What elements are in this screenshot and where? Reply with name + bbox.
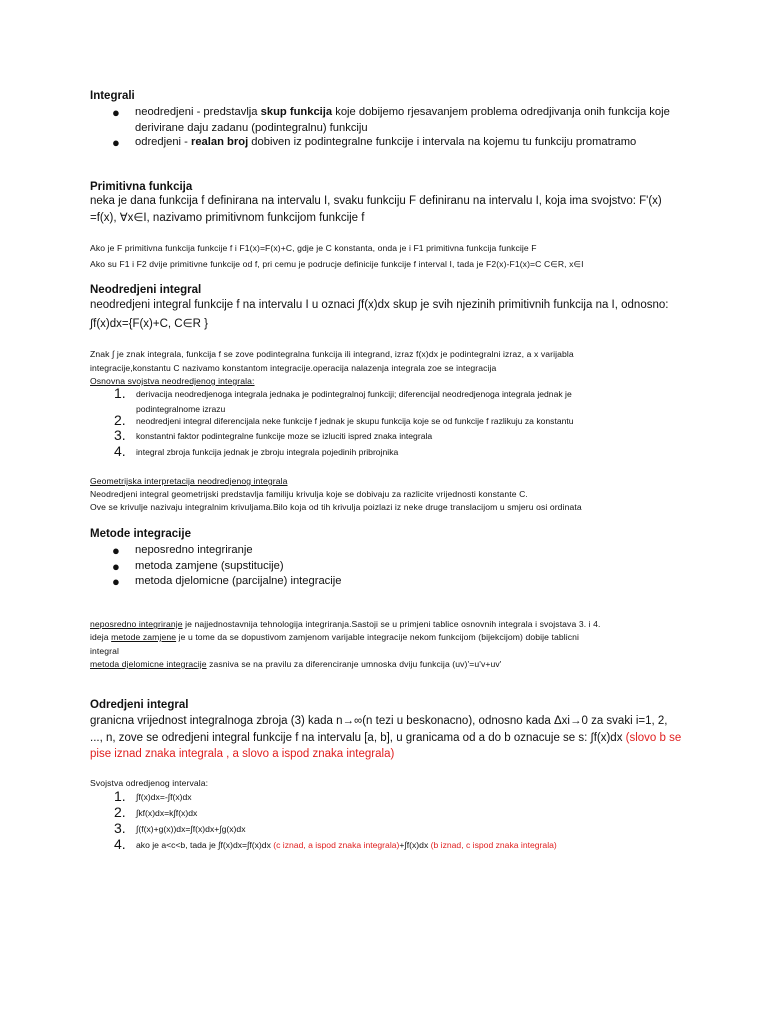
geometrijska-text-2: Ove se krivulje nazivaju integralnim krivuljama.Bilo koja od tih krivulja poizlazi iz neke druge translacijom u smjeru osi ordinata: [90, 502, 582, 512]
svojstva-odredjeni-heading: Svojstva odredjenog intervala:: [90, 778, 209, 788]
neodredjeni-text-2: ∫f(x)dx={F(x)+C, C∈R }: [90, 318, 208, 330]
list-number: 4.: [114, 836, 126, 852]
list-item: ∫(f(x)+g(x))dx=∫f(x)dx+∫g(x)dx: [136, 824, 246, 834]
bullet-icon: ●: [112, 105, 120, 120]
integrali-bullet-2: odredjeni - realan broj dobiven iz podintegralne funkcije i intervala na kojemu tu funkciju promatramo: [135, 136, 637, 148]
list-number: 3.: [114, 427, 126, 443]
geometrijska-heading: Geometrijska interpretacija neodredjenog integrala: [90, 476, 288, 486]
neodredjeni-note-1: Znak ∫ je znak integrala, funkcija f se zove podintegralna funkcija ili integrand, izraz f(x)dx je podintegralni izraz, a x varijabla: [90, 349, 574, 359]
metode-para-2: ideja metode zamjene je u tome da se dopustivom zamjenom varijable integracije nekom funkcijom (bijekcijom) dobije tablicni: [90, 632, 580, 642]
odredjeni-text-1: granicna vrijednost integralnoga zbroja (3) kada n→∞(n tezi u beskonacno), odnosno kada Δxi→0 za svaki i=1, 2,: [90, 715, 668, 727]
list-item: konstantni faktor podintegralne funkcije moze se izluciti ispred znaka integrala: [136, 431, 433, 441]
list-number: 2.: [114, 804, 126, 820]
odredjeni-text-2: ..., n, zove se odredjeni integral funkcije f na intervalu [a, b], u granicama od a do b oznacuje se s: ∫f(x)dx (slovo b se: [90, 732, 682, 744]
list-item: integral zbroja funkcija jednak je zbroju integrala pojedinih pribrojnika: [136, 447, 399, 457]
list-number: 4.: [114, 443, 126, 459]
list-number: 1.: [114, 385, 126, 401]
bullet-icon: ●: [112, 559, 120, 574]
bullet-icon: ●: [112, 135, 120, 150]
list-item: ∫kf(x)dx=k∫f(x)dx: [136, 808, 198, 818]
section-title-integrali: Integrali: [90, 90, 135, 102]
section-title-primitivna: Primitivna funkcija: [90, 181, 193, 193]
list-item-cont: podintegralnome izrazu: [136, 404, 226, 414]
primitivna-note-2: Ako su F1 i F2 dvije primitivne funkcije od f, pri cemu je podrucje definicije funkcije f interval I, tada je F2(x)-F1(x)=C C∈R, x∈I: [90, 259, 584, 269]
list-number: 2.: [114, 412, 126, 428]
metode-para-2-cont: integral: [90, 646, 119, 656]
metode-para-1: neposredno integriranje je najjednostavnija tehnologija integriranja.Sastoji se u primjeni tablice osnovnih integrala i svojstava 3. i 4.: [90, 619, 601, 629]
neodredjeni-note-2: integracije,konstantu C nazivamo konstantom integracije.operacija nalazenja integrala zoe se integracija: [90, 363, 497, 373]
odredjeni-text-3: pise iznad znaka integrala , a slovo a ispod znaka integrala): [90, 748, 395, 760]
section-title-neodredjeni: Neodredjeni integral: [90, 284, 202, 296]
bullet-icon: ●: [112, 574, 120, 589]
list-item: ako je a<c<b, tada je ∫f(x)dx=∫f(x)dx (c iznad, a ispod znaka integrala)+∫f(x)dx (b iznad, c ispod znaka integrala): [136, 840, 557, 850]
primitivna-note-1: Ako je F primitivna funkcija funkcije f i F1(x)=F(x)+C, gdje je C konstanta, onda je i F1 primitivna funkcija funkcije F: [90, 243, 537, 253]
metode-bullet-3: metoda djelomicne (parcijalne) integracije: [135, 575, 342, 587]
bullet-icon: ●: [112, 543, 120, 558]
integrali-bullet-1-cont: derivirane daju zadanu (podintegralnu) funkciju: [135, 122, 368, 134]
list-number: 1.: [114, 788, 126, 804]
list-item: ∫f(x)dx=-∫f(x)dx: [136, 792, 192, 802]
integrali-bullet-1: neodredjeni - predstavlja skup funkcija koje dobijemo rjesavanjem problema odredjivanja onih funkcija koje: [135, 106, 670, 118]
list-item: derivacija neodredjenoga integrala jednaka je podintegralnoj funkciji; diferencijal neodredjenoga integrala jednak je: [136, 389, 572, 399]
metode-para-3: metoda djelomicne integracije zasniva se na pravilu za diferenciranje umnoska dviju funkcija (uv)'=u'v+uv': [90, 659, 502, 669]
primitivna-text-1: neka je dana funkcija f definirana na intervalu I, svaku funkciju F definiranu na intervalu I, koja ima svojstvo: F'(x): [90, 195, 662, 207]
metode-bullet-2: metoda zamjene (supstitucije): [135, 560, 284, 572]
neodredjeni-text-1: neodredjeni integral funkcije f na intervalu I u oznaci ∫f(x)dx skup je svih njezinih primitivnih funkcija na I, odnosno:: [90, 299, 669, 311]
svojstva-neodredjeni-heading: Osnovna svojstva neodredjenog integrala:: [90, 376, 255, 386]
geometrijska-text-1: Neodredjeni integral geometrijski predstavlja familiju krivulja koje se dobivaju za razlicite vrijednosti konstante C.: [90, 489, 528, 499]
primitivna-text-2: =f(x), ∀x∈I, nazivamo primitivnom funkcijom funkcije f: [90, 212, 365, 224]
list-number: 3.: [114, 820, 126, 836]
section-title-odredjeni: Odredjeni integral: [90, 699, 189, 711]
list-item: neodredjeni integral diferencijala neke funkcije f jednak je skupu funkcija koje se od funkcije f razlikuju za konstantu: [136, 416, 574, 426]
section-title-metode: Metode integracije: [90, 528, 191, 540]
metode-bullet-1: neposredno integriranje: [135, 544, 253, 556]
